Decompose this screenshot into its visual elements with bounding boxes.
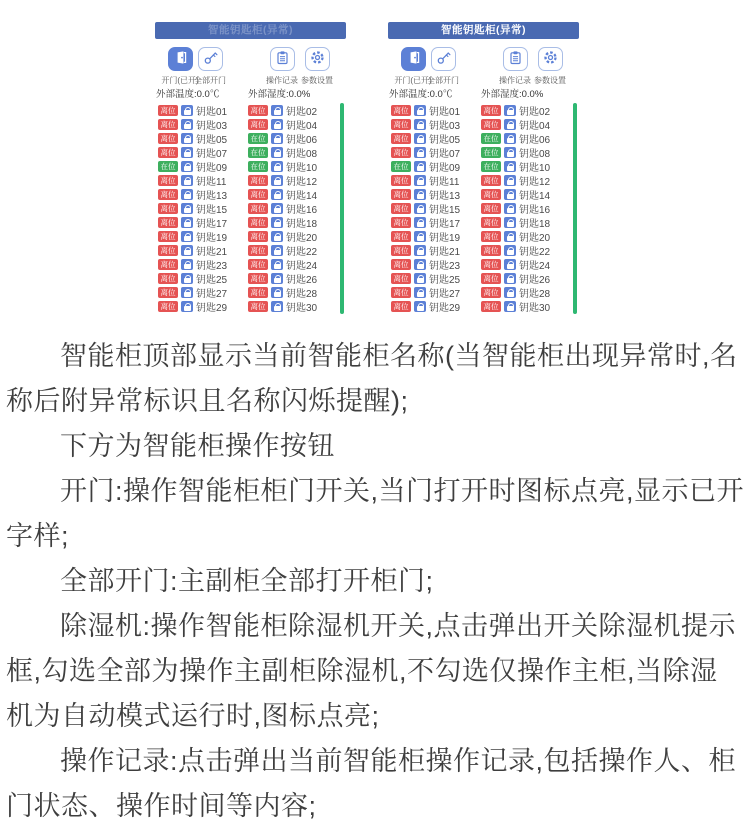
key-row: [391, 259, 460, 270]
key-status-badge: 离位: [158, 147, 178, 158]
lock-icon: [504, 301, 516, 312]
lock-icon: [181, 189, 193, 200]
cabinet-panel: [388, 22, 579, 314]
lock-icon: [271, 189, 283, 200]
key-status-badge: 离位: [391, 273, 411, 284]
key-row: [158, 203, 227, 214]
key-name: 钥匙19: [196, 233, 228, 244]
key-name: 钥匙09: [429, 163, 461, 174]
key-row: [248, 273, 317, 284]
key-name: 钥匙06: [519, 135, 551, 146]
description-paragraph: 开门:操作智能柜柜门开关,当门打开时图标点亮,显示已开字样;: [6, 476, 745, 551]
key-name: 钥匙17: [196, 219, 228, 230]
key-name: 钥匙27: [196, 289, 228, 300]
operation-log-button[interactable]: [503, 47, 528, 71]
key-row: [391, 105, 460, 116]
key-status-badge: 离位: [248, 273, 268, 284]
lock-icon: [271, 203, 283, 214]
description-paragraph: 智能柜顶部显示当前智能柜名称(当智能柜出现异常时,名称后附异常标识且名称闪烁提醒);: [6, 341, 738, 416]
lock-icon: [271, 287, 283, 298]
key-name: 钥匙27: [429, 289, 461, 300]
lock-icon: [414, 133, 426, 144]
key-status-badge: 离位: [248, 119, 268, 130]
lock-icon: [414, 161, 426, 172]
key-status-badge: 离位: [248, 301, 268, 312]
key-row: [248, 203, 317, 214]
settings-button[interactable]: [538, 47, 563, 71]
lock-icon: [414, 287, 426, 298]
lock-icon: [271, 105, 283, 116]
key-status-badge: 在位: [158, 161, 178, 172]
key-status-badge: 离位: [391, 245, 411, 256]
settings-button[interactable]: [305, 47, 330, 71]
open-door-button-label: 开门(已开): [394, 76, 432, 85]
key-column-left: [158, 105, 227, 312]
key-status-badge: 离位: [481, 245, 501, 256]
key-name: 钥匙26: [286, 275, 318, 286]
lock-icon: [181, 147, 193, 158]
key-row: [391, 119, 460, 130]
key-status-badge: 离位: [481, 175, 501, 186]
key-name: 钥匙29: [429, 303, 461, 314]
key-status-badge: 离位: [481, 287, 501, 298]
key-row: [481, 245, 550, 256]
lock-icon: [414, 147, 426, 158]
key-row: [158, 245, 227, 256]
key-row: [248, 133, 317, 144]
key-row: [158, 175, 227, 186]
key-row: [391, 301, 460, 312]
key-name: 钥匙11: [196, 177, 227, 188]
key-row: [391, 231, 460, 242]
key-name: 钥匙02: [519, 107, 551, 118]
key-status-badge: 离位: [248, 259, 268, 270]
lock-icon: [504, 105, 516, 116]
key-name: 钥匙25: [429, 275, 461, 286]
lock-icon: [504, 147, 516, 158]
key-name: 钥匙18: [519, 219, 551, 230]
lock-icon: [414, 203, 426, 214]
lock-icon: [504, 273, 516, 284]
open-door-button-label: 开门(已开): [161, 76, 199, 85]
key-name: 钥匙02: [286, 107, 318, 118]
key-status-badge: 离位: [248, 231, 268, 242]
key-name: 钥匙23: [196, 261, 228, 272]
description-paragraph: 除湿机:操作智能柜除湿机开关,点击弹出开关除湿机提示框,勾选全部为操作主副柜除湿机,不勾选仅操作主柜,当除湿机为自动模式运行时,图标点亮;: [6, 611, 737, 731]
cabinet-title: 智能钥匙柜(异常): [388, 22, 579, 39]
key-status-badge: 离位: [158, 105, 178, 116]
lock-icon: [181, 301, 193, 312]
lock-icon: [181, 259, 193, 270]
key-status-badge: 离位: [481, 273, 501, 284]
lock-icon: [504, 203, 516, 214]
key-name: 钥匙08: [519, 149, 551, 160]
lock-icon: [414, 105, 426, 116]
external-humidity: 外部湿度:0.0%: [481, 89, 544, 100]
key-row: [248, 217, 317, 228]
lock-icon: [414, 273, 426, 284]
lock-icon: [181, 217, 193, 228]
lock-icon: [181, 105, 193, 116]
key-row: [158, 189, 227, 200]
description-paragraph: 下方为智能柜操作按钮: [60, 431, 335, 461]
lock-icon: [271, 217, 283, 228]
key-status-badge: 离位: [481, 231, 501, 242]
key-row: [158, 273, 227, 284]
lock-icon: [181, 119, 193, 130]
environment-readings: [389, 86, 580, 100]
key-row: [481, 231, 550, 242]
key-status-badge: 离位: [481, 203, 501, 214]
key-row: [158, 301, 227, 312]
key-status-badge: 离位: [158, 301, 178, 312]
lock-icon: [271, 133, 283, 144]
key-status-badge: 在位: [481, 161, 501, 172]
external-humidity: 外部湿度:0.0%: [248, 89, 311, 100]
key-name: 钥匙11: [429, 177, 460, 188]
key-status-badge: 在位: [248, 161, 268, 172]
key-name: 钥匙01: [429, 107, 461, 118]
key-row: [391, 147, 460, 158]
lock-icon: [271, 161, 283, 172]
key-name: 钥匙28: [519, 289, 551, 300]
lock-icon: [504, 245, 516, 256]
lock-icon: [181, 245, 193, 256]
key-status-badge: 离位: [248, 287, 268, 298]
clipboard-icon: [275, 50, 290, 68]
key-name: 钥匙22: [286, 247, 318, 258]
external-temperature: 外部温度:0.0℃: [389, 89, 453, 100]
settings-button-label: 参数设置: [301, 76, 333, 85]
help-text: [6, 334, 744, 829]
key-status-badge: 在位: [481, 147, 501, 158]
lock-icon: [271, 301, 283, 312]
key-name: 钥匙08: [286, 149, 318, 160]
key-name: 钥匙14: [286, 191, 318, 202]
key-status-badge: 离位: [248, 217, 268, 228]
key-status-badge: 离位: [248, 245, 268, 256]
key-name: 钥匙16: [286, 205, 318, 216]
key-name: 钥匙05: [429, 135, 461, 146]
key-name: 钥匙15: [196, 205, 228, 216]
key-status-badge: 离位: [391, 231, 411, 242]
key-name: 钥匙30: [519, 303, 551, 314]
key-row: [391, 287, 460, 298]
key-status-badge: 离位: [158, 175, 178, 186]
key-name: 钥匙17: [429, 219, 461, 230]
open-all-doors-button-label: 全部开门: [427, 76, 459, 85]
key-name: 钥匙29: [196, 303, 228, 314]
key-row: [248, 175, 317, 186]
key-row: [481, 189, 550, 200]
lock-icon: [271, 259, 283, 270]
key-row: [248, 105, 317, 116]
lock-icon: [271, 119, 283, 130]
key-row: [481, 161, 550, 172]
lock-icon: [504, 175, 516, 186]
cabinet-toolbar: [388, 47, 579, 87]
key-row: [391, 161, 460, 172]
key-row: [391, 189, 460, 200]
key-name: 钥匙30: [286, 303, 318, 314]
key-name: 钥匙03: [429, 121, 461, 132]
lock-icon: [414, 189, 426, 200]
key-status-badge: 离位: [481, 217, 501, 228]
key-list-scrollbar[interactable]: [573, 103, 577, 314]
key-status-badge: 离位: [248, 175, 268, 186]
lock-icon: [181, 287, 193, 298]
key-row: [248, 119, 317, 130]
lock-icon: [504, 133, 516, 144]
key-column-right: [481, 105, 550, 312]
key-list-scrollbar[interactable]: [340, 103, 344, 314]
key-status-badge: 离位: [481, 259, 501, 270]
key-status-badge: 离位: [158, 133, 178, 144]
key-status-badge: 离位: [481, 189, 501, 200]
lock-icon: [504, 231, 516, 242]
lock-icon: [414, 217, 426, 228]
cabinet-panel: [155, 22, 346, 314]
key-status-badge: 离位: [391, 133, 411, 144]
key-name: 钥匙25: [196, 275, 228, 286]
key-row: [481, 105, 550, 116]
key-name: 钥匙24: [519, 261, 551, 272]
lock-icon: [414, 119, 426, 130]
lock-icon: [414, 301, 426, 312]
operation-log-button-label: 操作记录: [266, 76, 298, 85]
description-paragraph: 操作记录:点击弹出当前智能柜操作记录,包括操作人、柜门状态、操作时间等内容;: [6, 746, 737, 821]
key-status-badge: 离位: [158, 287, 178, 298]
key-name: 钥匙28: [286, 289, 318, 300]
lock-icon: [504, 161, 516, 172]
key-status-badge: 离位: [391, 287, 411, 298]
key-name: 钥匙01: [196, 107, 228, 118]
key-name: 钥匙04: [519, 121, 551, 132]
key-row: [158, 119, 227, 130]
key-status-badge: 离位: [391, 203, 411, 214]
door-open-icon: [173, 50, 188, 68]
key-row: [158, 105, 227, 116]
key-name: 钥匙13: [429, 191, 461, 202]
key-status-badge: 离位: [158, 273, 178, 284]
key-name: 钥匙20: [286, 233, 318, 244]
open-door-button[interactable]: [168, 47, 193, 71]
lock-icon: [181, 231, 193, 242]
key-status-badge: 离位: [248, 105, 268, 116]
key-name: 钥匙06: [286, 135, 318, 146]
lock-icon: [271, 245, 283, 256]
key-name: 钥匙15: [429, 205, 461, 216]
key-name: 钥匙12: [519, 177, 551, 188]
lock-icon: [504, 217, 516, 228]
open-all-doors-button-label: 全部开门: [194, 76, 226, 85]
key-row: [481, 301, 550, 312]
key-row: [481, 147, 550, 158]
key-status-badge: 离位: [158, 189, 178, 200]
key-row: [481, 273, 550, 284]
external-temperature: 外部温度:0.0℃: [156, 89, 220, 100]
key-name: 钥匙26: [519, 275, 551, 286]
key-row: [391, 133, 460, 144]
key-name: 钥匙18: [286, 219, 318, 230]
lock-icon: [414, 231, 426, 242]
key-row: [481, 175, 550, 186]
lock-icon: [271, 175, 283, 186]
key-row: [248, 189, 317, 200]
key-status-badge: 离位: [481, 301, 501, 312]
lock-icon: [504, 189, 516, 200]
key-status-badge: 离位: [391, 301, 411, 312]
key-row: [481, 133, 550, 144]
key-row: [248, 301, 317, 312]
key-status-badge: 离位: [158, 231, 178, 242]
key-status-badge: 离位: [158, 217, 178, 228]
environment-readings: [156, 86, 347, 100]
operation-log-button[interactable]: [270, 47, 295, 71]
key-status-badge: 离位: [391, 175, 411, 186]
key-status-badge: 离位: [391, 217, 411, 228]
key-icon: [203, 50, 218, 68]
key-status-badge: 离位: [481, 119, 501, 130]
lock-icon: [271, 147, 283, 158]
key-name: 钥匙16: [519, 205, 551, 216]
key-row: [481, 217, 550, 228]
key-status-badge: 离位: [158, 259, 178, 270]
key-status-badge: 离位: [158, 203, 178, 214]
key-name: 钥匙14: [519, 191, 551, 202]
key-row: [248, 259, 317, 270]
key-status-badge: 在位: [248, 133, 268, 144]
lock-icon: [504, 287, 516, 298]
description-paragraph: 全部开门:主副柜全部打开柜门;: [60, 566, 434, 596]
key-status-badge: 离位: [391, 189, 411, 200]
key-row: [158, 147, 227, 158]
key-row: [391, 273, 460, 284]
key-name: 钥匙05: [196, 135, 228, 146]
gear-icon: [310, 50, 325, 68]
key-name: 钥匙23: [429, 261, 461, 272]
key-name: 钥匙21: [196, 247, 228, 258]
key-status-badge: 离位: [481, 105, 501, 116]
lock-icon: [414, 175, 426, 186]
key-status-badge: 离位: [248, 203, 268, 214]
open-door-button[interactable]: [401, 47, 426, 71]
key-row: [248, 161, 317, 172]
lock-icon: [181, 133, 193, 144]
key-name: 钥匙20: [519, 233, 551, 244]
lock-icon: [414, 245, 426, 256]
lock-icon: [271, 231, 283, 242]
key-status-badge: 在位: [391, 161, 411, 172]
key-status-badge: 离位: [248, 189, 268, 200]
key-status-badge: 离位: [158, 119, 178, 130]
key-name: 钥匙12: [286, 177, 318, 188]
key-status-badge: 在位: [248, 147, 268, 158]
clipboard-icon: [508, 50, 523, 68]
lock-icon: [414, 259, 426, 270]
lock-icon: [181, 273, 193, 284]
key-row: [248, 147, 317, 158]
lock-icon: [504, 259, 516, 270]
key-row: [391, 217, 460, 228]
open-all-doors-button[interactable]: [198, 47, 223, 71]
open-all-doors-button[interactable]: [431, 47, 456, 71]
key-row: [158, 259, 227, 270]
cabinet-title: 智能钥匙柜(异常): [155, 22, 346, 39]
key-status-badge: 离位: [391, 147, 411, 158]
key-name: 钥匙13: [196, 191, 228, 202]
key-row: [158, 133, 227, 144]
operation-log-button-label: 操作记录: [499, 76, 531, 85]
key-status-badge: 离位: [391, 119, 411, 130]
key-name: 钥匙10: [519, 163, 551, 174]
key-name: 钥匙04: [286, 121, 318, 132]
key-row: [481, 259, 550, 270]
key-row: [248, 231, 317, 242]
key-name: 钥匙09: [196, 163, 228, 174]
key-icon: [436, 50, 451, 68]
gear-icon: [543, 50, 558, 68]
key-row: [391, 175, 460, 186]
key-name: 钥匙10: [286, 163, 318, 174]
lock-icon: [181, 161, 193, 172]
key-column-right: [248, 105, 317, 312]
key-row: [158, 231, 227, 242]
key-row: [158, 161, 227, 172]
key-name: 钥匙22: [519, 247, 551, 258]
key-row: [391, 203, 460, 214]
key-row: [391, 245, 460, 256]
key-name: 钥匙24: [286, 261, 318, 272]
key-name: 钥匙19: [429, 233, 461, 244]
key-status-badge: 离位: [391, 105, 411, 116]
lock-icon: [271, 273, 283, 284]
key-name: 钥匙07: [196, 149, 228, 160]
key-row: [158, 287, 227, 298]
key-column-left: [391, 105, 460, 312]
key-row: [158, 217, 227, 228]
key-name: 钥匙03: [196, 121, 228, 132]
lock-icon: [181, 203, 193, 214]
key-row: [248, 287, 317, 298]
key-row: [481, 203, 550, 214]
key-row: [248, 245, 317, 256]
key-status-badge: 离位: [158, 245, 178, 256]
cabinet-toolbar: [155, 47, 346, 87]
door-open-icon: [406, 50, 421, 68]
key-row: [481, 119, 550, 130]
key-name: 钥匙07: [429, 149, 461, 160]
key-status-badge: 在位: [481, 133, 501, 144]
settings-button-label: 参数设置: [534, 76, 566, 85]
lock-icon: [504, 119, 516, 130]
key-row: [481, 287, 550, 298]
lock-icon: [181, 175, 193, 186]
key-name: 钥匙21: [429, 247, 461, 258]
key-status-badge: 离位: [391, 259, 411, 270]
